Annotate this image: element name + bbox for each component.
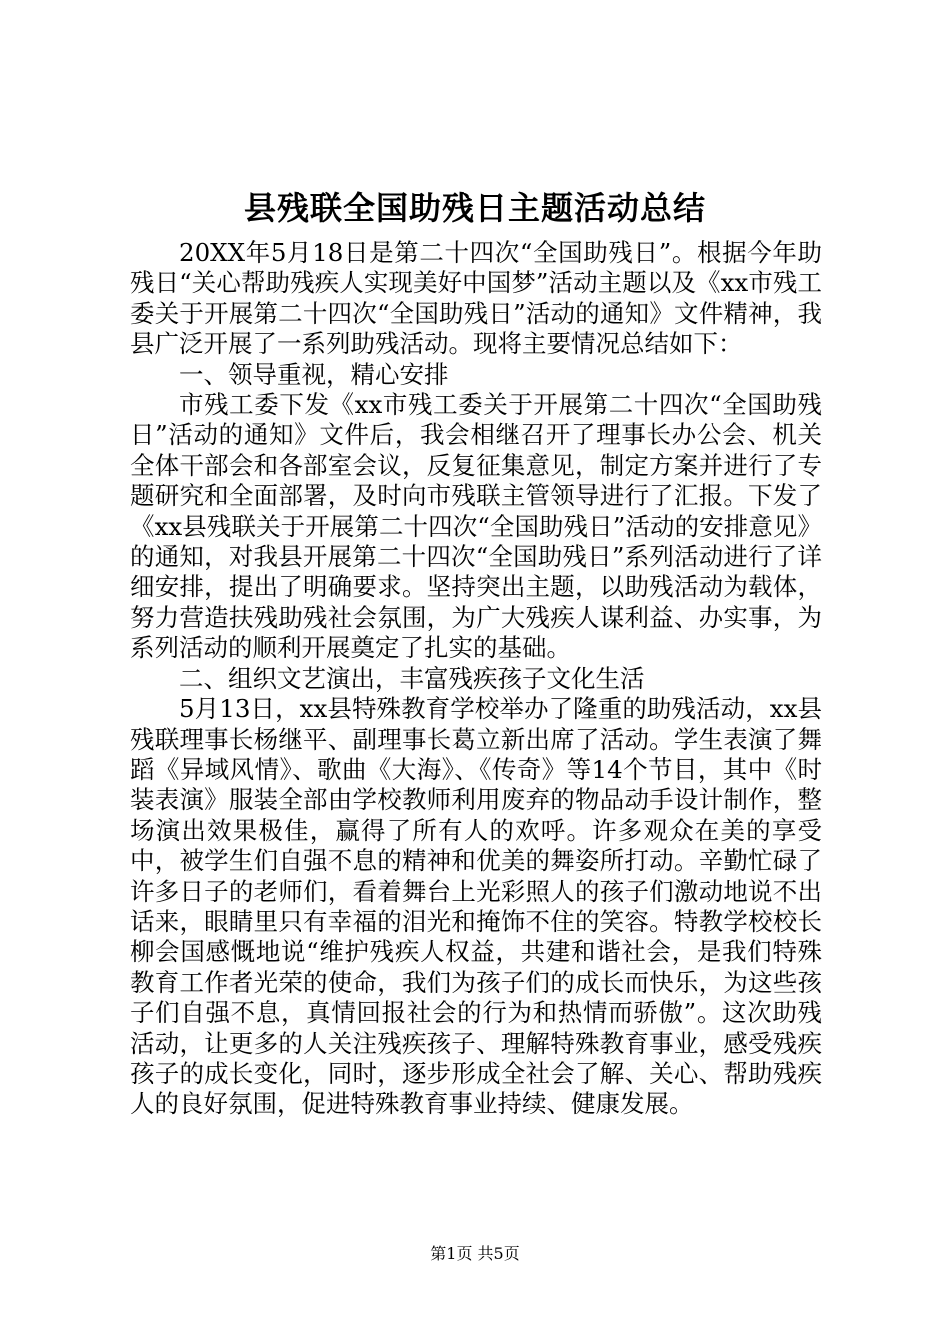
section-heading-2: 二、组织文艺演出，丰富残疾孩子文化生活 bbox=[179, 663, 645, 693]
section-heading-1: 一、领导重视，精心安排 bbox=[179, 359, 449, 389]
paragraph-intro: 20XX年5月18日是第二十四次“全国助残日”。根据今年助残日“关心帮助残疾人实现美好中国梦”活动主题以及《xx市残工委关于开展第二十四次“全国助残日”活动的通知》文件精神，我县广泛开展了一系列助残活动。现将主要情况总结如下： bbox=[130, 238, 822, 359]
paragraph-section-1: 市残工委下发《xx市残工委关于开展第二十四次“全国助残日”活动的通知》文件后，我会相继召开了理事长办公会、机关全体干部会和各部室会议，反复征集意见，制定方案并进行了专题研究和全面部署，及时向市残联主管领导进行了汇报。下发了《xx县残联关于开展第二十四次“全国助残日”活动的安排意见》的通知，对我县开展第二十四次“全国助残日”系列活动进行了详细安排，提出了明确要求。坚持突出主题，以助残活动为载体，努力营造扶残助残社会氛围，为广大残疾人谋利益、办实事，为系列活动的顺利开展奠定了扎实的基础。 bbox=[130, 390, 822, 663]
document-title: 县残联全国助残日主题活动总结 bbox=[243, 189, 706, 227]
document-body bbox=[130, 238, 822, 1120]
page-footer: 第1页 共5页 bbox=[430, 1244, 520, 1263]
paragraph-section-2: 5月13日，xx县特殊教育学校举办了隆重的助残活动，xx县残联理事长杨继平、副理事长葛立新出席了活动。学生表演了舞蹈《异域风情》、歌曲《大海》、《传奇》等14个节目，其中《时装表演》服装全部由学校教师利用废弃的物品动手设计制作，整场演出效果极佳，赢得了所有人的欢呼。许多观众在美的享受中，被学生们自强不息的精神和优美的舞姿所打动。辛勤忙碌了许多日子的老师们，看着舞台上光彩照人的孩子们激动地说不出话来，眼睛里只有幸福的泪光和掩饰不住的笑容。特教学校校长柳会国感慨地说“维护残疾人权益，共建和谐社会，是我们特殊教育工作者光荣的使命，我们为孩子们的成长而快乐，为这些孩子们自强不息，真情回报社会的行为和热情而骄傲”。这次助残活动，让更多的人关注残疾孩子、理解特殊教育事业，感受残疾孩子的成长变化，同时，逐步形成全社会了解、关心、帮助残疾人的良好氛围，促进特殊教育事业持续、健康发展。 bbox=[130, 694, 822, 1119]
